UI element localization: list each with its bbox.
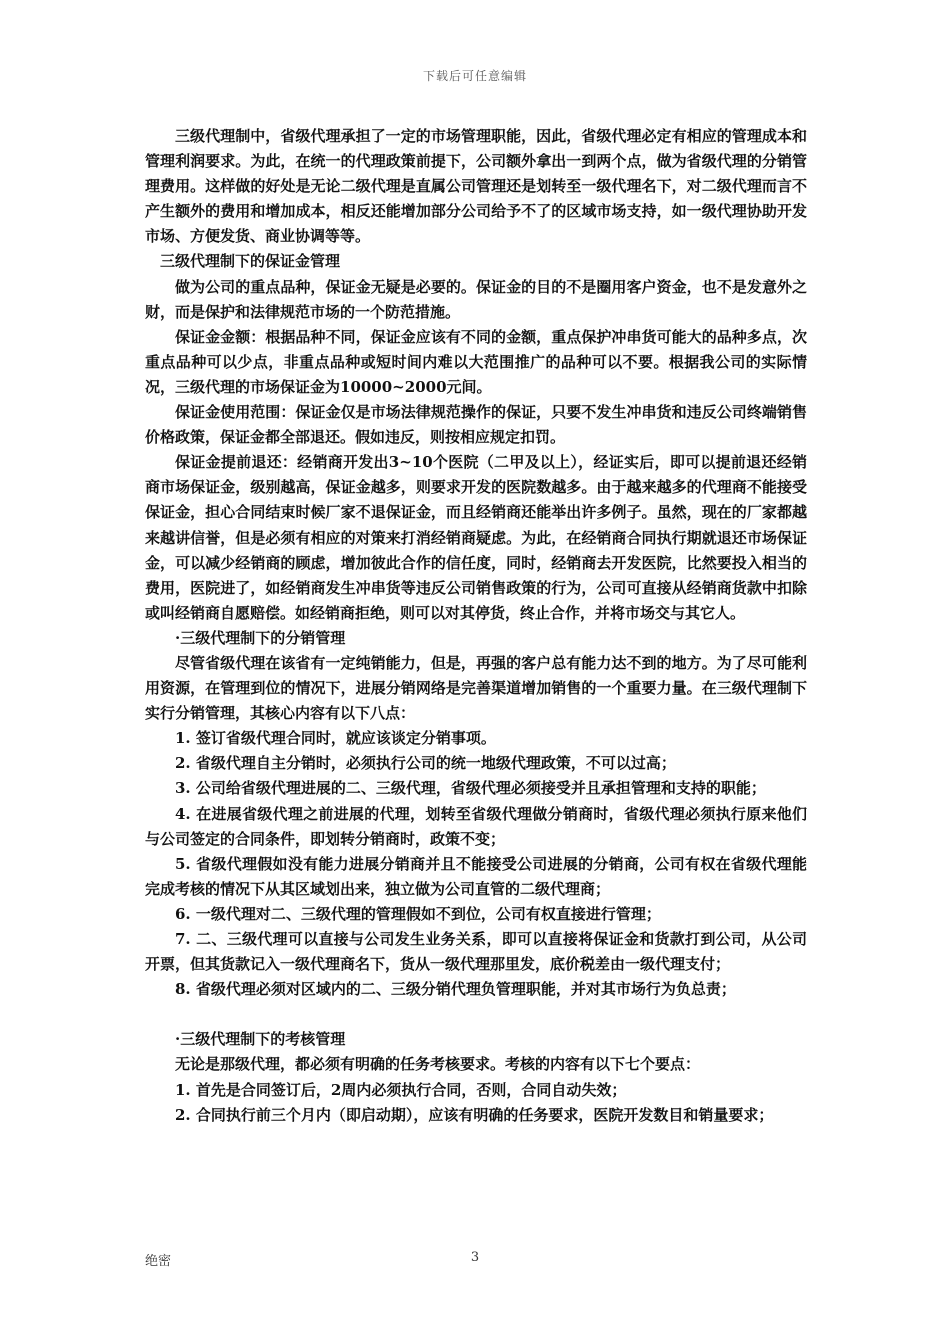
list-item: 5. 省级代理假如没有能力进展分销商并且不能接受公司进展的分销商，公司有权在省级代理能完成考核的情况下从其区域划出来，独立做为公司直管的二级代理商；: [145, 854, 807, 898]
paragraph: 做为公司的重点品种，保证金无疑是必要的。保证金的目的不是圈用客户资金，也不是发意外之财，而是保护和法律规范市场的一个防范措施。: [145, 277, 807, 321]
list-item: 2. 合同执行前三个月内（即启动期），应该有明确的任务要求，医院开发数目和销量要求；: [175, 1105, 774, 1124]
list-item: 1. 首先是合同签订后，2周内必须执行合同，否则，合同自动失效；: [175, 1080, 627, 1099]
list-item: 6. 一级代理对二、三级代理的管理假如不到位，公司有权直接进行管理；: [175, 904, 661, 923]
list-item: 1. 签订省级代理合同时，就应该谈定分销事项。: [175, 729, 496, 748]
section-heading: 三级代理制下的保证金管理: [160, 252, 341, 271]
list-item: 7. 二、三级代理可以直接与公司发生业务关系，即可以直接将保证金和货款打到公司，从公司开票，但其货款记入一级代理商名下，货从一级代理那里发，底价税差由一级代理支付；: [145, 930, 807, 974]
list-item: 8. 省级代理必须对区域内的二、三级分销代理负管理职能，并对其市场行为负总责；: [175, 980, 736, 999]
paragraph: 三级代理制中，省级代理承担了一定的市场管理职能，因此，省级代理必定有相应的管理成本和管理利润要求。为此，在统一的代理政策前提下，公司额外拿出一到两个点，做为省级代理的分销管理费用。这样做的好处是无论二级代理是直属公司管理还是划转至一级代理名下，对二级代理而言不产生额外的费用和增加成本，相反还能增加部分公司给予不了的区域市场支持，如一级代理协助开发市场、方便发货、商业协调等等。: [145, 127, 807, 246]
list-item: 4. 在进展省级代理之前进展的代理，划转至省级代理做分销商时，省级代理必须执行原来他们与公司签定的合同条件，即划转分销商时，政策不变；: [145, 804, 807, 848]
paragraph: 尽管省级代理在该省有一定纯销能力，但是，再强的客户总有能力达不到的地方。为了尽可能利用资源，在管理到位的情况下，进展分销网络是完善渠道增加销售的一个重要力量。在三级代理制下实行分销管理，其核心内容有以下八点：: [145, 653, 807, 723]
section-heading: ·三级代理制下的分销管理: [175, 628, 346, 647]
paragraph: 保证金提前退还：经销商开发出3~10个医院（二甲及以上），经证实后，即可以提前退还经销商市场保证金，级别越高，保证金越多，则要求开发的医院数越多。由于越来越多的代理商不能接受保证金，担心合同结束时候厂家不退保证金，而且经销商还能举出许多例子。虽然，现在的厂家都越来越讲信誉，但是必须有相应的对策来打消经销商疑虑。为此，在经销商合同执行期就退还市场保证金，可以减少经销商的顾虑，增加彼此合作的信任度，同时，经销商去开发医院，比然要投入相当的费用，医院进了，如经销商发生冲串货等违反公司销售政策的行为，公司可直接从经销商货款中扣除或叫经销商自愿赔偿。如经销商拒绝，则可以对其停货，终止合作，并将市场交与其它人。: [145, 453, 807, 622]
paragraph: 保证金使用范围：保证金仅是市场法律规范操作的保证，只要不发生冲串货和违反公司终端销售价格政策，保证金都全部退还。假如违反，则按相应规定扣罚。: [145, 403, 807, 447]
list-item: 3. 公司给省级代理进展的二、三级代理，省级代理必须接受并且承担管理和支持的职能；: [175, 779, 766, 798]
paragraph: 无论是那级代理，都必须有明确的任务考核要求。考核的内容有以下七个要点：: [175, 1055, 701, 1074]
blank-line: [145, 1002, 807, 1027]
document-body: [145, 124, 807, 1128]
list-item: 2. 省级代理自主分销时，必须执行公司的统一地级代理政策，不可以过高；: [175, 754, 676, 773]
paragraph: 保证金金额：根据品种不同，保证金应该有不同的金额，重点保护冲串货可能大的品种多点，次重点品种可以少点，非重点品种或短时间内难以大范围推广的品种可以不要。根据我公司的实际情况，三级代理的市场保证金为10000~2000元间。: [145, 327, 807, 396]
footer-confidential-label: 绝密: [145, 1254, 172, 1269]
section-heading: ·三级代理制下的考核管理: [175, 1030, 346, 1049]
page-header: 下载后可任意编辑: [422, 69, 527, 83]
page-number: 3: [470, 1250, 480, 1265]
